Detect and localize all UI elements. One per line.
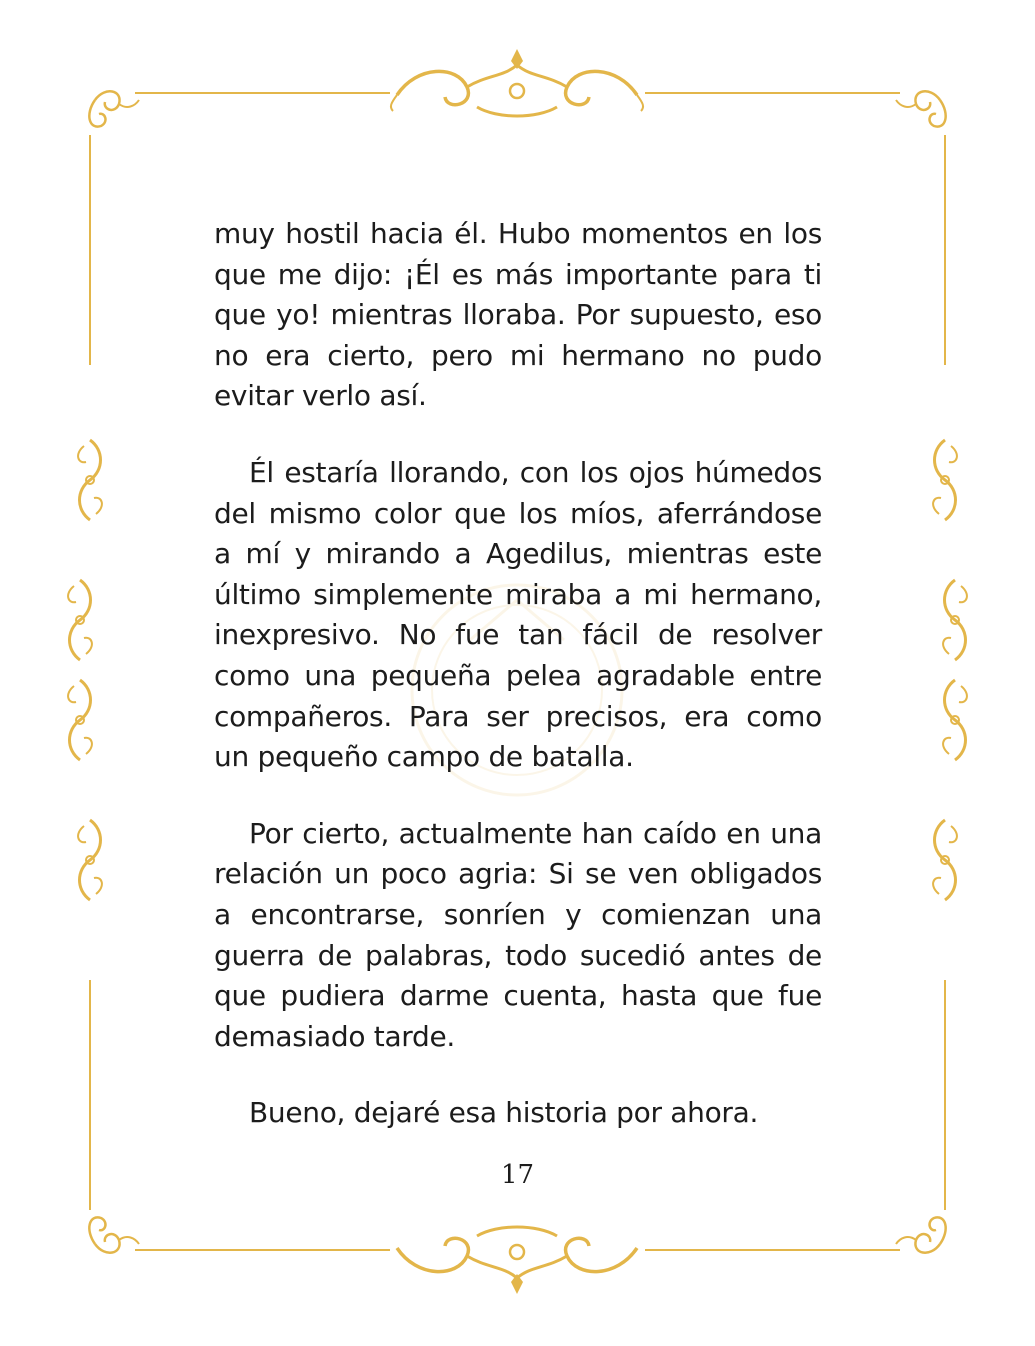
paragraph-4: Bueno, dejaré esa historia por ahora. <box>249 1096 759 1130</box>
paragraph-2: Él estaría llorando, con los ojos húmedos del mismo color que los míos, aferrándose a mí y mirando a Agedilus, mientras este último simplemente miraba a mi hermano, inexpresivo. No fue tan fácil de resolver como una pequeña pelea agradable entre compañeros. Para ser precisos, era como un pequeño campo de batalla. <box>214 455 822 774</box>
body-text <box>214 214 822 1170</box>
paragraph-1: muy hostil hacia él. Hubo momentos en los que me dijo: ¡Él es más importante para ti que yo! mientras lloraba. Por supuesto, eso no era cierto, pero mi hermano no pudo evitar verlo así. <box>214 217 822 413</box>
paragraph-3: Por cierto, actualmente han caído en una relación un poco agria: Si se ven obligados a encontrarse, sonríen y comienzan una guerra de palabras, todo sucedió antes de que pudiera darme cuenta, hasta que fue demasiado tarde. <box>214 816 822 1053</box>
page-number: 17 <box>500 1160 535 1190</box>
